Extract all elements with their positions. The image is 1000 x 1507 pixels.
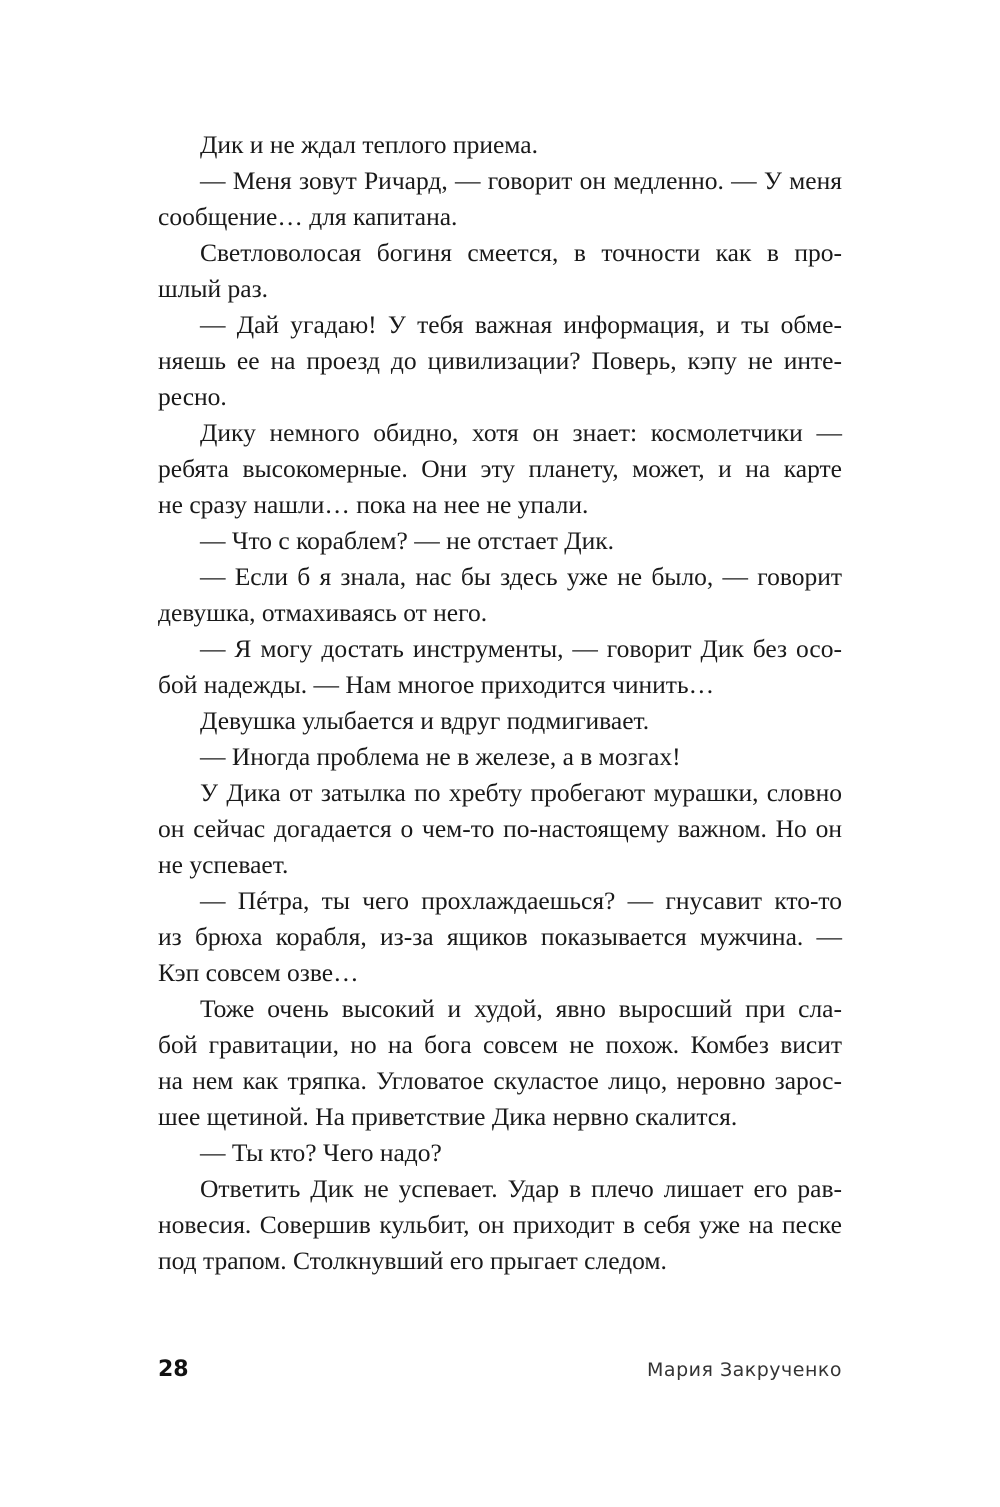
- text-line: няешь ее на проезд до цивилизации? Поверь, кэпу не инте-: [158, 346, 842, 375]
- text-line: шлый раз.: [158, 274, 269, 303]
- text-line: — Я могу достать инструменты, — говорит Дик без осо-: [200, 634, 842, 663]
- text-line: не успевает.: [158, 850, 289, 879]
- author-name: Мария Закрученко: [647, 1359, 842, 1381]
- text-line: Тоже очень высокий и худой, явно выросший при сла-: [200, 994, 842, 1023]
- text-line: Кэп совсем озве…: [158, 958, 359, 987]
- text-line: — Если б я знала, нас бы здесь уже не было, — говорит: [200, 562, 842, 591]
- text-line: из брюха корабля, из-за ящиков показывается мужчина. —: [158, 922, 842, 951]
- text-line: — Пéтра, ты чего прохлаждаешься? — гнусавит кто-то: [200, 886, 842, 915]
- text-line: ребята высокомерные. Они эту планету, может, и на карте: [158, 454, 842, 483]
- text-line: — Ты кто? Чего надо?: [200, 1138, 442, 1167]
- text-line: девушка, отмахиваясь от него.: [158, 598, 488, 627]
- text-line: Дику немного обидно, хотя он знает: космолетчики —: [200, 418, 842, 447]
- text-line: Девушка улыбается и вдруг подмигивает.: [200, 706, 650, 735]
- text-line: под трапом. Столкнувший его прыгает следом.: [158, 1246, 667, 1275]
- text-line: У Дика от затылка по хребту пробегают мурашки, словно: [200, 778, 842, 807]
- text-line: сообщение… для капитана.: [158, 202, 458, 231]
- text-line: не сразу нашли… пока на нее не упали.: [158, 490, 589, 519]
- text-line: — Что с кораблем? — не отстает Дик.: [200, 526, 615, 555]
- text-line: новесия. Совершив кульбит, он приходит в себя уже на песке: [158, 1210, 842, 1239]
- text-line: он сейчас догадается о чем-то по-настоящему важном. Но он: [158, 814, 842, 843]
- text-line: Дик и не ждал теплого приема.: [200, 130, 538, 159]
- text-line: бой надежды. — Нам многое приходится чинить…: [158, 670, 715, 699]
- text-line: — Дай угадаю! У тебя важная информация, и ты обме-: [200, 310, 842, 339]
- text-line: бой гравитации, но на бога совсем не похож. Комбез висит: [158, 1030, 842, 1059]
- text-line: на нем как тряпка. Угловатое скуластое лицо, неровно зарос-: [158, 1066, 842, 1095]
- text-line: — Иногда проблема не в железе, а в мозгах!: [200, 742, 681, 771]
- page-footer: [158, 1354, 842, 1386]
- page-number: 28: [158, 1357, 189, 1382]
- text-line: Ответить Дик не успевает. Удар в плечо лишает его рав-: [200, 1174, 842, 1203]
- text-line: Светловолосая богиня смеется, в точности как в про-: [200, 238, 842, 267]
- text-line: ресно.: [158, 382, 227, 411]
- text-line: шее щетиной. На приветствие Дика нервно скалится.: [158, 1102, 738, 1131]
- text-line: — Меня зовут Ричард, — говорит он медленно. — У меня: [200, 166, 842, 195]
